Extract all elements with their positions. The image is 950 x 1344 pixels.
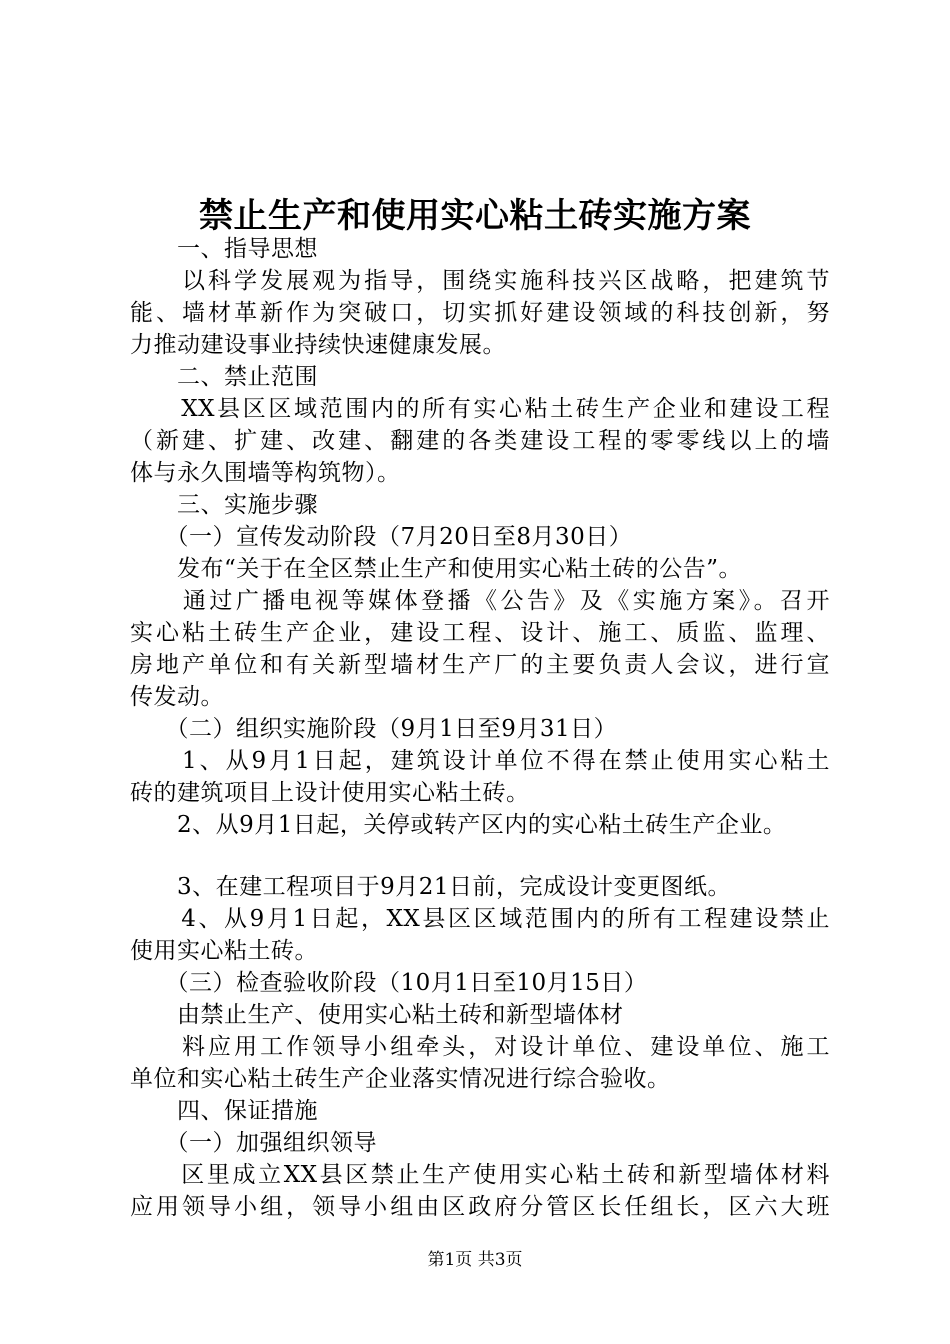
paragraph-line: 3、在建工程项目于9月21日前，完成设计变更图纸。: [130, 874, 732, 900]
paragraph-line: 4、从9月1日起，XX县区区域范围内的所有工程建设禁止: [130, 906, 830, 932]
paragraph-line: 实心粘土砖生产企业，建设工程、设计、施工、质监、监理、: [130, 620, 830, 646]
heading-implementation-steps: 三、实施步骤: [130, 492, 318, 518]
paragraph-line: （新建、扩建、改建、翻建的各类建设工程的零零线以上的墙: [130, 428, 830, 454]
paragraph-line: 应用领导小组，领导小组由区政府分管区长任组长，区六大班: [130, 1194, 830, 1220]
paragraph-line: XX县区区域范围内的所有实心粘土砖生产企业和建设工程: [130, 396, 830, 422]
paragraph-line: 2、从9月1日起，关停或转产区内的实心粘土砖生产企业。: [130, 812, 787, 838]
paragraph-line: 料应用工作领导小组牵头，对设计单位、建设单位、施工: [130, 1034, 830, 1060]
paragraph-line: 传发动。: [130, 684, 224, 710]
paragraph-line: 以科学发展观为指导，围绕实施科技兴区战略，把建筑节: [130, 268, 830, 294]
paragraph-line: 由禁止生产、使用实心粘土砖和新型墙体材: [130, 1002, 624, 1028]
paragraph-line: 能、墙材革新作为突破口，切实抓好建设领域的科技创新，努: [130, 300, 830, 326]
paragraph-line: 房地产单位和有关新型墙材生产厂的主要负责人会议，进行宣: [130, 652, 830, 678]
heading-guarantee-measures: 四、保证措施: [130, 1098, 318, 1124]
paragraph-line: 砖的建筑项目上设计使用实心粘土砖。: [130, 780, 530, 806]
paragraph-line: 区里成立XX县区禁止生产使用实心粘土砖和新型墙体材料: [130, 1162, 830, 1188]
paragraph-line: 1、从9月1日起，建筑设计单位不得在禁止使用实心粘土: [130, 748, 830, 774]
heading-guiding-thought: 一、指导思想: [130, 236, 318, 262]
subheading-publicity-stage: （一）宣传发动阶段（7月20日至8月30日）: [130, 524, 633, 550]
paragraph-line: 发布“关于在全区禁止生产和使用实心粘土砖的公告”。: [130, 556, 743, 582]
paragraph-line: 体与永久围墙等构筑物）。: [130, 460, 401, 486]
document-title: 禁止生产和使用实心粘土砖实施方案: [199, 196, 751, 236]
paragraph-line: 使用实心粘土砖。: [130, 938, 318, 964]
heading-prohibited-scope: 二、禁止范围: [130, 364, 318, 390]
paragraph-line: 力推动建设事业持续快速健康发展。: [130, 332, 506, 358]
paragraph-line: 通过广播电视等媒体登播《公告》及《实施方案》。召开: [130, 588, 830, 614]
subheading-strengthen-leadership: （一）加强组织领导: [130, 1130, 377, 1156]
paragraph-line: 单位和实心粘土砖生产企业落实情况进行综合验收。: [130, 1066, 671, 1092]
subheading-organization-stage: （二）组织实施阶段（9月1日至9月31日）: [130, 716, 618, 742]
page-number-footer: 第1页 共3页: [427, 1250, 523, 1270]
subheading-inspection-stage: （三）检查验收阶段（10月1日至10月15日）: [130, 970, 648, 996]
